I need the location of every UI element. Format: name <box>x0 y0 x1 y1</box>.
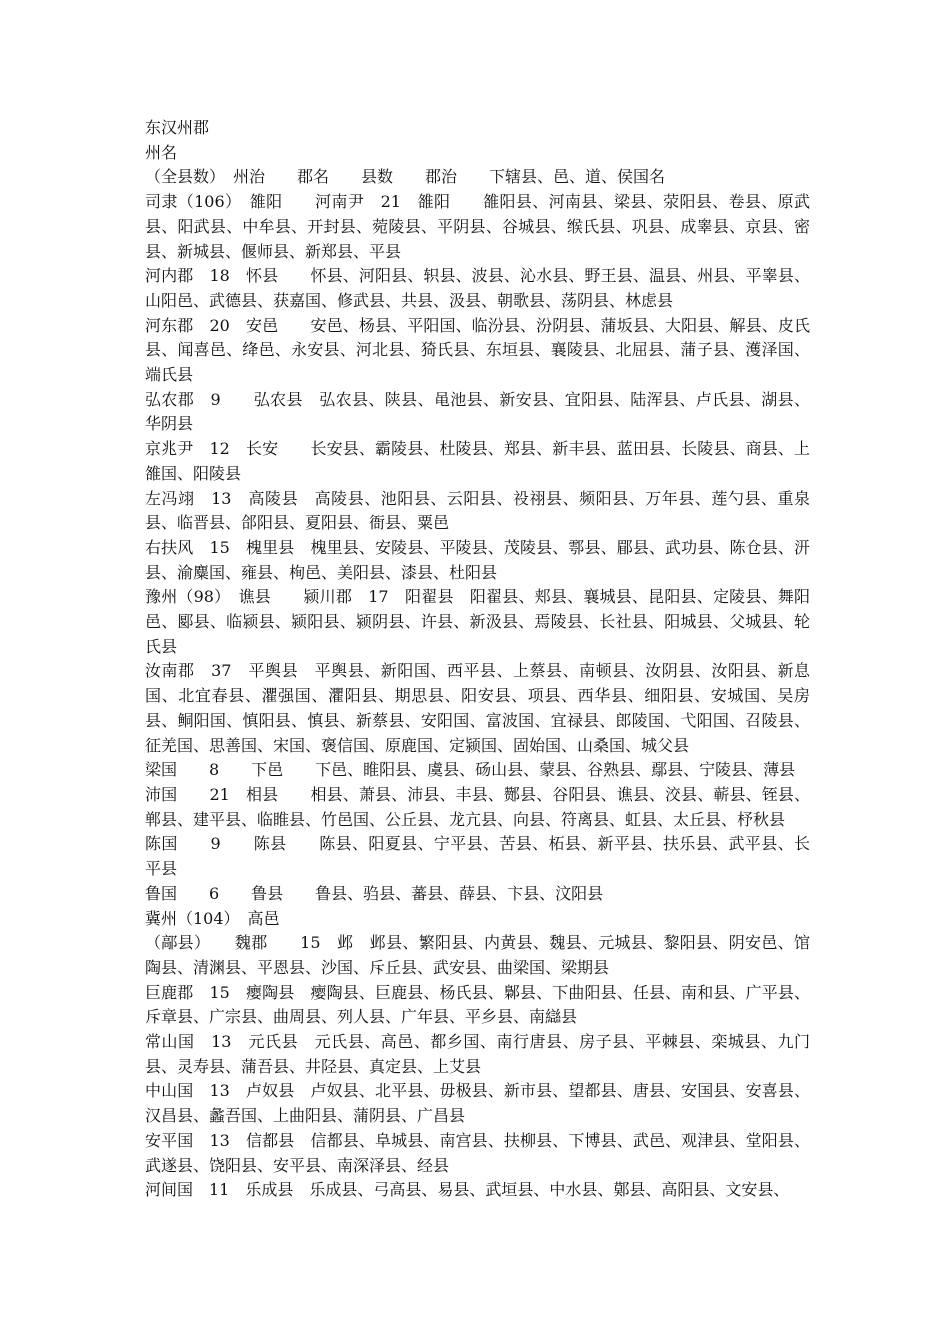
text-paragraph: 右扶风 15 槐里县 槐里县、安陵县、平陵县、茂陵县、鄠县、郿县、武功县、陈仓县、汧县、渝麋国、雍县、栒邑、美阳县、漆县、杜阳县 <box>145 537 810 582</box>
text-paragraph: 陈国 9 陈县 陈县、阳夏县、宁平县、苦县、柘县、新平县、扶乐县、武平县、长平县 <box>145 834 810 879</box>
text-paragraph: 弘农郡 9 弘农县 弘农县、陕县、黾池县、新安县、宜阳县、陆浑县、卢氏县、湖县、华阴县 <box>145 389 810 434</box>
document-body <box>145 116 810 1203</box>
text-paragraph: 鲁国 6 鲁县 鲁县、驺县、蕃县、薛县、卞县、汶阳县 <box>145 883 604 903</box>
text-paragraph: 汝南郡 37 平舆县 平舆县、新阳国、西平县、上蔡县、南顿县、汝阴县、汝阳县、新息国、北宜春县、灈强国、灈阳县、期思县、阳安县、项县、西华县、细阳县、安城国、吴房县、鲖阳国、慎阳县、慎县、新蔡县、安阳国、富波国、宜禄县、郎陵国、弋阳国、召陵县、征羌国、思善国、宋国、褒信国、原鹿国、定颍国、固始国、山桑国、城父县 <box>145 661 810 755</box>
text-paragraph: 河东郡 20 安邑 安邑、杨县、平阳国、临汾县、汾阴县、蒲坂县、大阳县、解县、皮氏县、闻喜邑、绛邑、永安县、河北县、猗氏县、东垣县、襄陵县、北屈县、蒲子县、濩泽国、端氏县 <box>145 315 810 385</box>
text-paragraph: 左冯翊 13 高陵县 高陵县、池阳县、云阳县、祋祤县、频阳县、万年县、莲勺县、重泉县、临晋县、郃阳县、夏阳县、衙县、粟邑 <box>145 488 810 533</box>
text-paragraph: 梁国 8 下邑 下邑、睢阳县、虞县、砀山县、蒙县、谷熟县、鄢县、宁陵县、薄县 <box>145 760 796 780</box>
text-paragraph: 中山国 13 卢奴县 卢奴县、北平县、毋极县、新市县、望都县、唐县、安国县、安喜县、汉昌县、蠡吾国、上曲阳县、蒲阴县、广昌县 <box>145 1081 810 1126</box>
text-paragraph: 冀州（104） 高邑 <box>145 908 280 928</box>
header-line: 州名 <box>145 142 178 162</box>
text-paragraph: 司隶（106） 雒阳 河南尹 21 雒阳 雒阳县、河南县、梁县、荥阳县、卷县、原武县、阳武县、中牟县、开封县、菀陵县、平阴县、谷城县、缑氏县、巩县、成睾县、京县、密县、新城县、偃师县、新郑县、平县 <box>145 192 810 261</box>
header-line: （全县数） 州治 郡名 县数 郡治 下辖县、邑、道、侯国名 <box>145 167 666 187</box>
text-paragraph: （鄗县） 魏郡 15 邺 邺县、繁阳县、内黄县、魏县、元城县、黎阳县、阴安邑、馆陶县、清渊县、平恩县、沙国、斥丘县、武安县、曲梁国、梁期县 <box>145 933 810 977</box>
text-paragraph: 沛国 21 相县 相县、萧县、沛县、丰县、酂县、谷阳县、谯县、洨县、蕲县、铚县、郸县、建平县、临睢县、竹邑国、公丘县、龙亢县、向县、符离县、虹县、太丘县、杼秋县 <box>145 784 810 829</box>
text-paragraph: 巨鹿郡 15 瘿陶县 瘿陶县、巨鹿县、杨氏县、鄡县、下曲阳县、任县、南和县、广平县、斥章县、广宗县、曲周县、列人县、广年县、平乡县、南䜌县 <box>145 982 810 1027</box>
document-title: 东汉州郡 <box>145 118 210 137</box>
text-paragraph: 常山国 13 元氏县 元氏县、高邑、都乡国、南行唐县、房子县、平棘县、栾城县、九门县、灵寿县、蒲吾县、井陉县、真定县、上艾县 <box>145 1032 810 1076</box>
text-paragraph: 豫州（98） 谯县 颍川郡 17 阳翟县 阳翟县、郏县、襄城县、昆阳县、定陵县、舞阳邑、郾县、临颍县、颍阳县、颍阴县、许县、新汲县、焉陵县、长社县、阳城县、父城县、轮氏县 <box>145 587 810 656</box>
text-paragraph: 安平国 13 信都县 信都县、阜城县、南宫县、扶柳县、下博县、武邑、观津县、堂阳县、武遂县、饶阳县、安平县、南深泽县、经县 <box>145 1130 810 1175</box>
text-paragraph: 河间国 11 乐成县 乐成县、弓高县、易县、武垣县、中水县、鄚县、高阳县、文安县、 <box>145 1180 790 1200</box>
text-paragraph: 河内郡 18 怀县 怀县、河阳县、轵县、波县、沁水县、野王县、温县、州县、平睾县、山阳邑、武德县、获嘉国、修武县、共县、汲县、朝歌县、荡阴县、林虑县 <box>145 266 810 310</box>
text-paragraph: 京兆尹 12 长安 长安县、霸陵县、杜陵县、郑县、新丰县、蓝田县、长陵县、商县、上雒国、阳陵县 <box>145 439 810 483</box>
